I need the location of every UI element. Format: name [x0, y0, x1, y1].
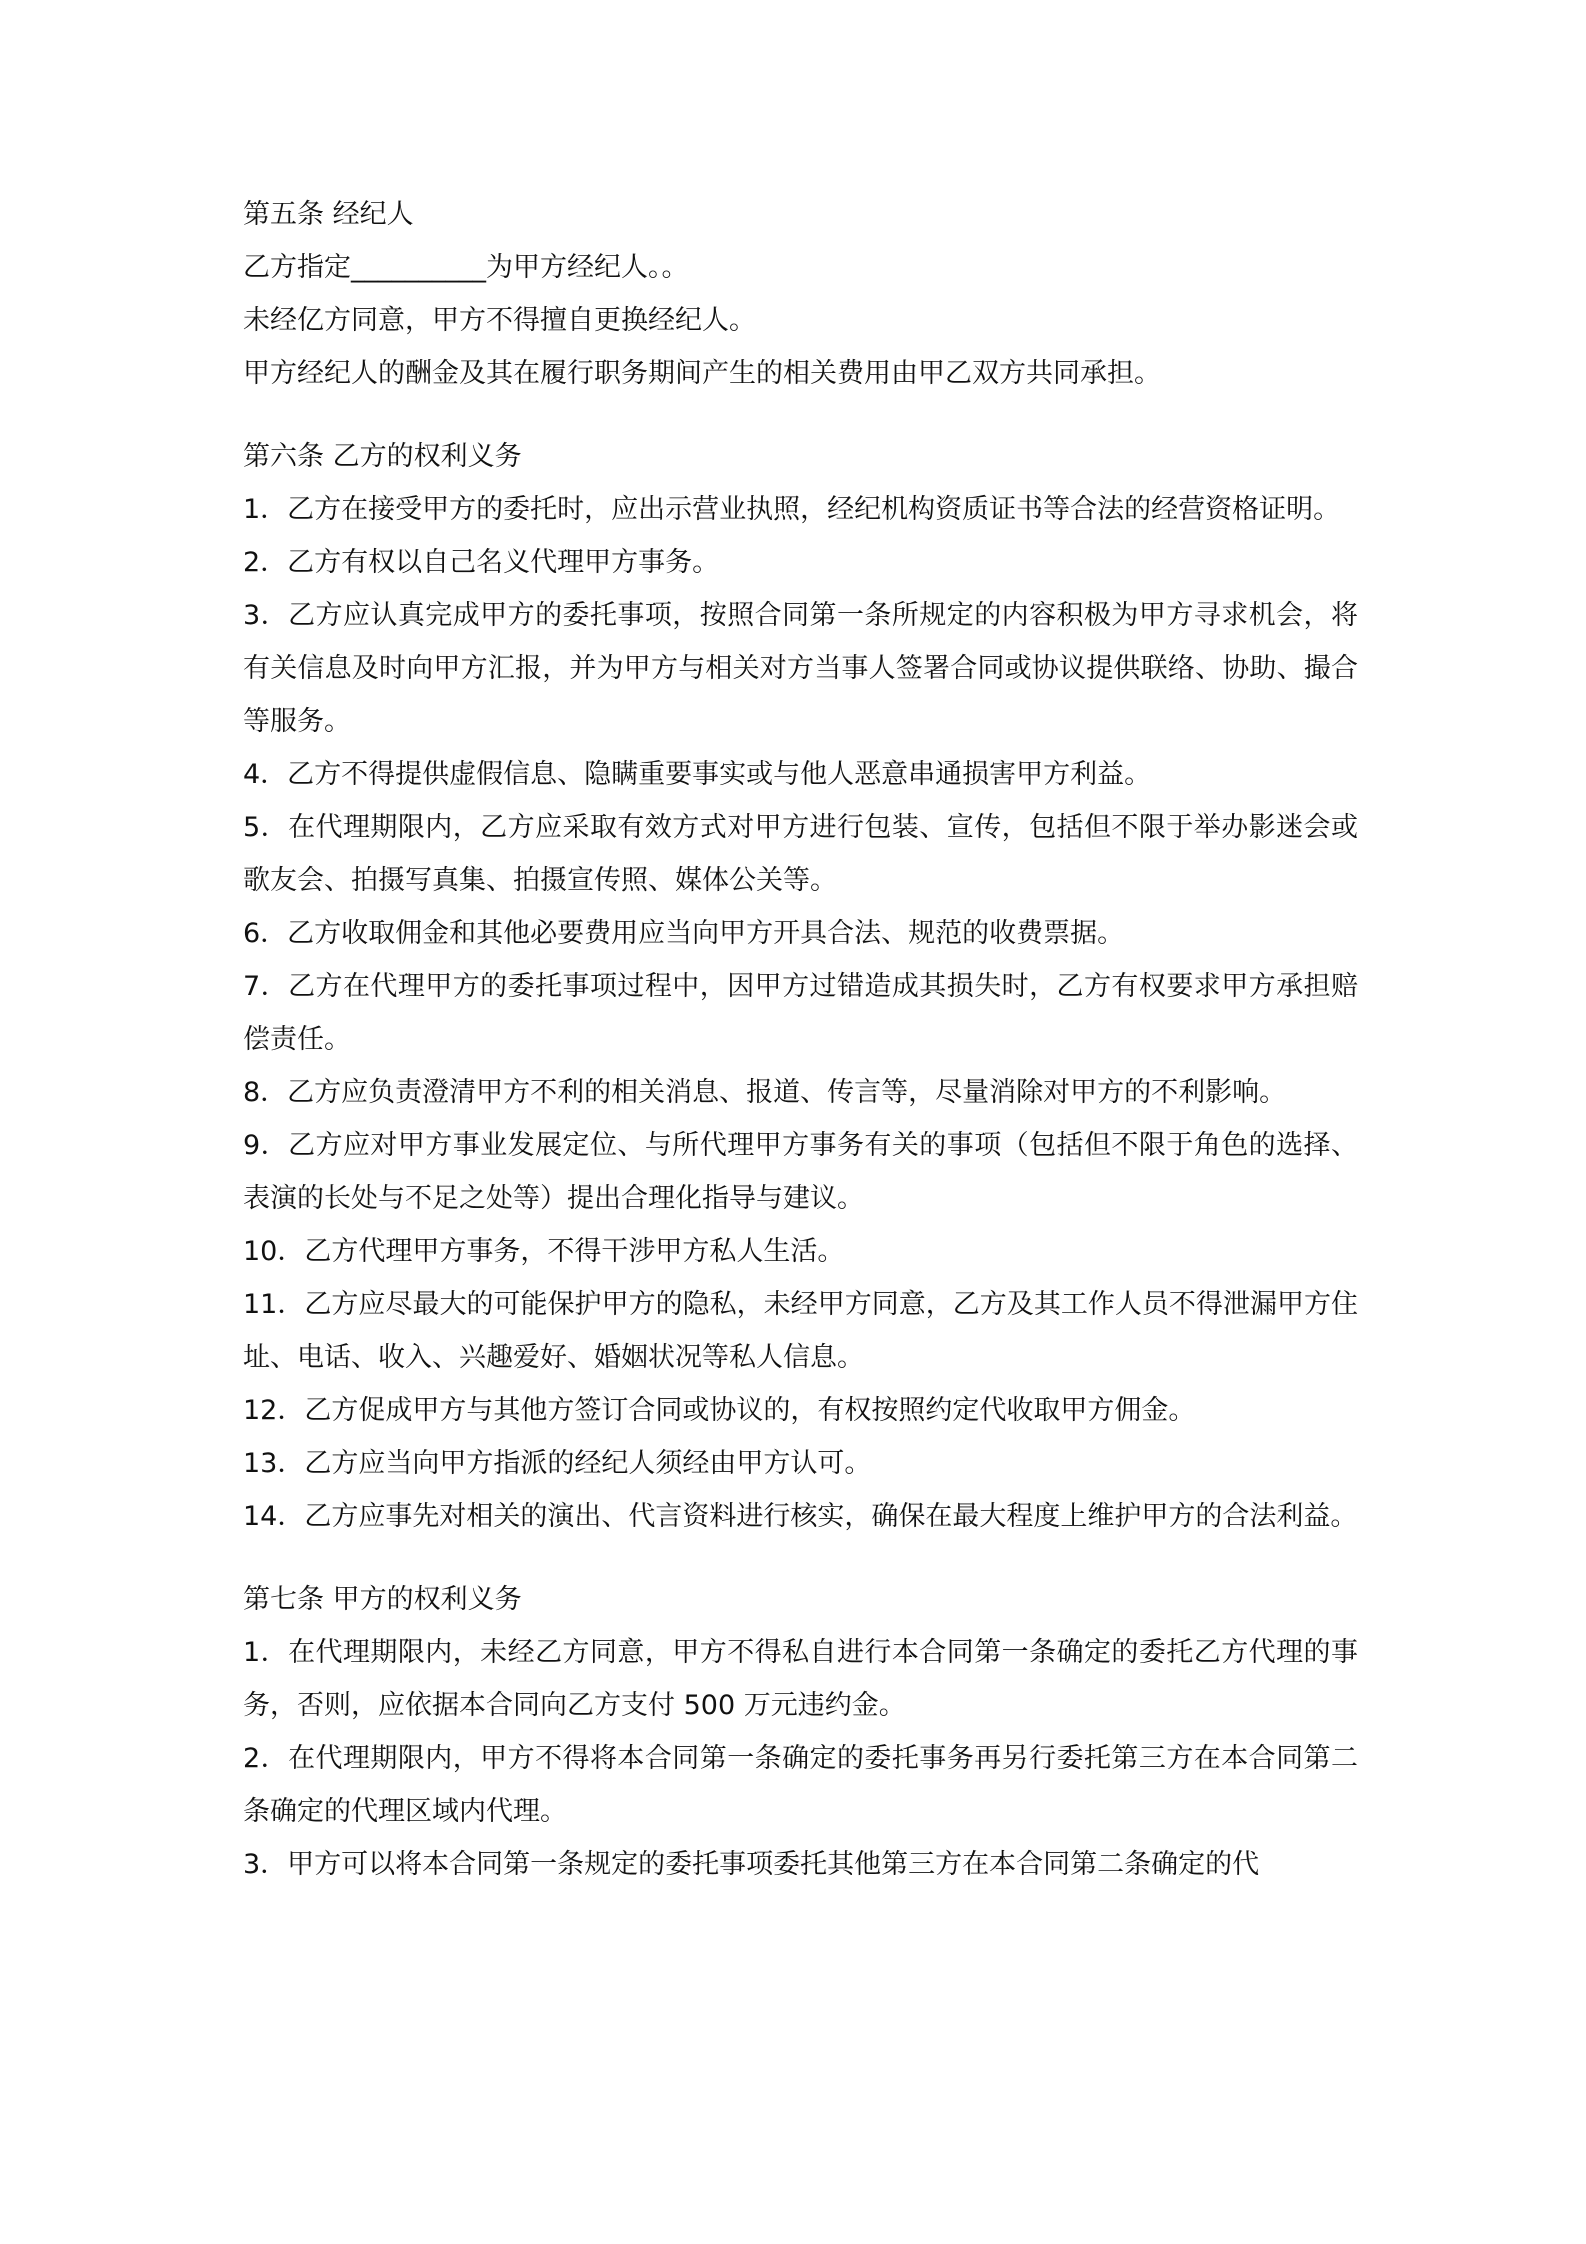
paragraph: 14．乙方应事先对相关的演出、代言资料进行核实，确保在最大程度上维护甲方的合法利益。: [243, 1501, 1358, 1532]
section-title: 第七条 甲方的权利义务: [243, 1584, 522, 1615]
paragraph: 5．在代理期限内，乙方应采取有效方式对甲方进行包装、宣传，包括但不限于举办影迷会或歌友会、拍摄写真集、拍摄宣传照、媒体公关等。: [243, 812, 1358, 896]
section-article-5: [243, 188, 1358, 400]
paragraph: 11．乙方应尽最大的可能保护甲方的隐私，未经甲方同意，乙方及其工作人员不得泄漏甲方住址、电话、收入、兴趣爱好、婚姻状况等私人信息。: [243, 1289, 1358, 1373]
paragraph: 2．在代理期限内，甲方不得将本合同第一条确定的委托事务再另行委托第三方在本合同第二条确定的代理区域内代理。: [243, 1743, 1358, 1827]
paragraph: 1．在代理期限内，未经乙方同意，甲方不得私自进行本合同第一条确定的委托乙方代理的事务，否则，应依据本合同向乙方支付 500 万元违约金。: [243, 1637, 1358, 1721]
paragraph: 3．乙方应认真完成甲方的委托事项，按照合同第一条所规定的内容积极为甲方寻求机会，将有关信息及时向甲方汇报，并为甲方与相关对方当事人签署合同或协议提供联络、协助、撮合等服务。: [243, 600, 1358, 737]
paragraph: 10．乙方代理甲方事务，不得干涉甲方私人生活。: [243, 1236, 845, 1267]
paragraph: 8．乙方应负责澄清甲方不利的相关消息、报道、传言等，尽量消除对甲方的不利影响。: [243, 1077, 1287, 1108]
section-article-7: [243, 1573, 1358, 1891]
paragraph: 12．乙方促成甲方与其他方签订合同或协议的，有权按照约定代收取甲方佣金。: [243, 1395, 1196, 1426]
paragraph: 甲方经纪人的酬金及其在履行职务期间产生的相关费用由甲乙双方共同承担。: [243, 358, 1161, 389]
paragraph: 7．乙方在代理甲方的委托事项过程中，因甲方过错造成其损失时，乙方有权要求甲方承担赔偿责任。: [243, 971, 1358, 1055]
paragraph: 2．乙方有权以自己名义代理甲方事务。: [243, 547, 720, 578]
paragraph: 4．乙方不得提供虚假信息、隐瞒重要事实或与他人恶意串通损害甲方利益。: [243, 759, 1152, 790]
paragraph: 未经亿方同意，甲方不得擅自更换经纪人。: [243, 305, 756, 336]
document-page: [243, 188, 1358, 1891]
section-article-6: [243, 430, 1358, 1543]
paragraph: 乙方指定__________为甲方经纪人。。: [243, 252, 689, 283]
paragraph: 13．乙方应当向甲方指派的经纪人须经由甲方认可。: [243, 1448, 872, 1479]
section-title: 第六条 乙方的权利义务: [243, 441, 522, 472]
paragraph: 9．乙方应对甲方事业发展定位、与所代理甲方事务有关的事项（包括但不限于角色的选择、表演的长处与不足之处等）提出合理化指导与建议。: [243, 1130, 1358, 1214]
paragraph: 6．乙方收取佣金和其他必要费用应当向甲方开具合法、规范的收费票据。: [243, 918, 1125, 949]
section-title: 第五条 经纪人: [243, 199, 414, 230]
paragraph: 1．乙方在接受甲方的委托时，应出示营业执照，经纪机构资质证书等合法的经营资格证明。: [243, 494, 1341, 525]
paragraph: 3．甲方可以将本合同第一条规定的委托事项委托其他第三方在本合同第二条确定的代: [243, 1849, 1260, 1880]
